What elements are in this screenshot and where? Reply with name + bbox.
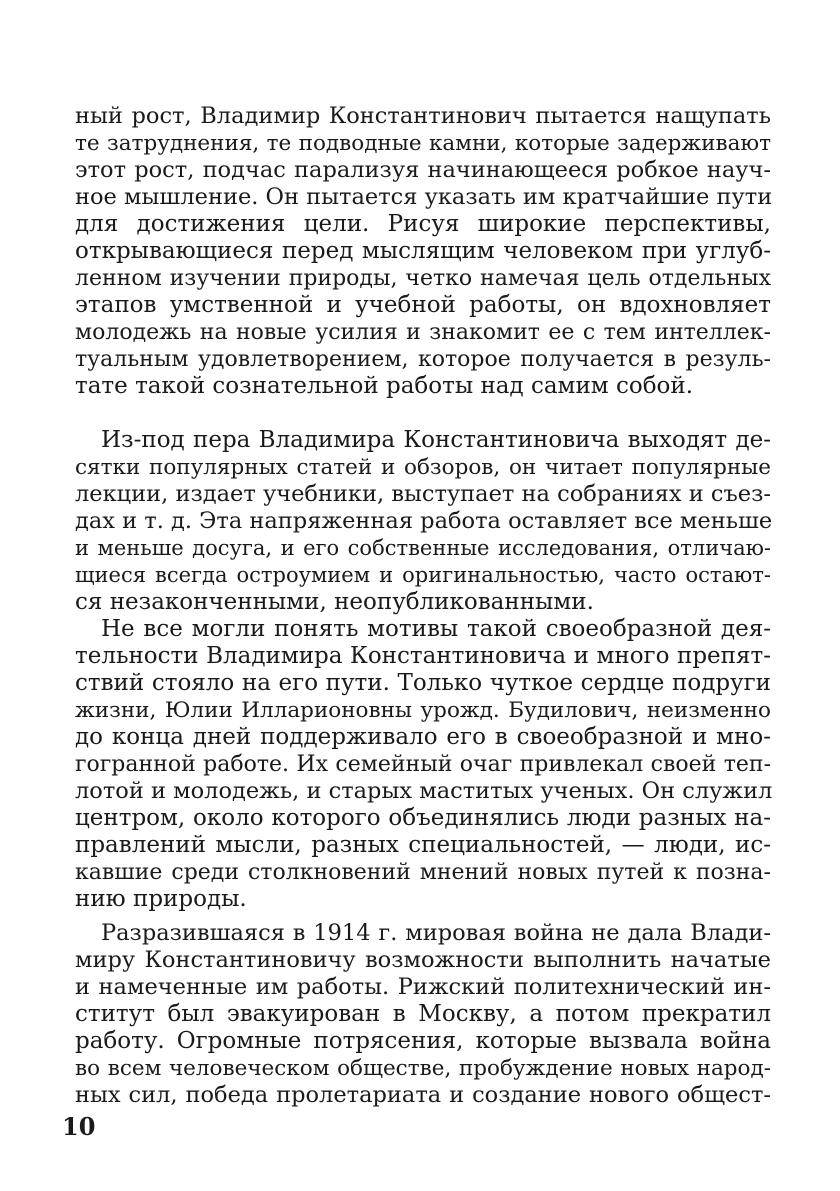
text-line: Из-под пера Владимира Константиновича выходят де-	[101, 427, 771, 453]
text-line: гогранной работе. Их семейный очаг привлекал своей теп-	[75, 752, 771, 777]
text-line: этапов умственной и учебной работы, он вдохновляет	[75, 292, 771, 318]
text-line: туальным удовлетворением, которое получается в резуль-	[75, 347, 771, 372]
text-line: ся незаконченными, неопубликованными.	[75, 589, 594, 615]
text-line: для достижения цели. Рисуя широкие перспективы,	[75, 211, 771, 237]
text-line: во всем человеческом обществе, пробуждение новых народ-	[75, 1056, 771, 1081]
text-line: щиеся всегда остроумием и оригинальностью, часто остают-	[75, 563, 771, 587]
page-number: 10	[62, 1112, 96, 1141]
text-line: Разразившаяся в 1914 г. мировая война не дала Влади-	[101, 920, 771, 946]
text-line: сятки популярных статей и обзоров, он читает популярные	[75, 455, 771, 480]
text-line: ствий стояло на его пути. Только чуткое сердце подруги	[75, 670, 771, 696]
text-line: ное мышление. Он пытается указать им кратчайшие пути	[75, 184, 773, 210]
text-line: молодежь на новые усилия и знакомит ее с тем интеллек-	[75, 320, 771, 345]
text-line: миру Константиновичу возможности выполнить начатые	[75, 947, 771, 973]
text-line: работу. Огромные потрясения, которые вызвала война	[75, 1028, 771, 1054]
text-line: ный рост, Владимир Константинович пытается нащупать	[75, 103, 771, 129]
text-line: этот рост, подчас парализуя начинающееся робкое науч-	[75, 157, 771, 183]
text-line: лекции, издает учебники, выступает на собраниях и съез-	[75, 481, 771, 507]
text-line: ленном изучении природы, четко намечая цель отдельных	[75, 266, 771, 291]
text-line: лотой и молодежь, и старых маститых ученых. Он служил	[75, 778, 773, 804]
text-line: ных сил, победа пролетариата и создание нового общест-	[75, 1082, 771, 1108]
text-line: кавшие среди столкновений мнений новых путей к позна-	[75, 860, 771, 885]
text-line: те затруднения, те подводные камни, которые задерживают	[75, 131, 771, 156]
text-line: и меньше досуга, и его собственные исследования, отличаю-	[75, 536, 771, 560]
text-line: центром, около которого объединялись люди разных на-	[75, 805, 771, 831]
text-line: и намеченные им работы. Рижский политехнический ин-	[75, 974, 771, 1000]
text-line: тате такой сознательной работы над самим собой.	[75, 373, 694, 399]
text-line: до конца дней поддерживало его в своеобразной и мно-	[75, 724, 771, 750]
text-line: нию природы.	[75, 886, 247, 912]
text-line: открывающиеся перед мыслящим человеком при углуб-	[75, 238, 771, 264]
text-line: дах и т. д. Эта напряженная работа оставляет все меньше	[75, 508, 773, 534]
text-line: ститут был эвакуирован в Москву, а потом прекратил	[75, 1001, 771, 1027]
text-line: правлений мысли, разных специальностей, — люди, ис-	[75, 832, 771, 858]
text-line: Не все могли понять мотивы такой своеобразной дея-	[101, 616, 771, 642]
text-line: тельности Владимира Константиновича и много препят-	[75, 643, 771, 669]
text-line: жизни, Юлии Илларионовны урожд. Будилович, неизменно	[75, 698, 771, 723]
